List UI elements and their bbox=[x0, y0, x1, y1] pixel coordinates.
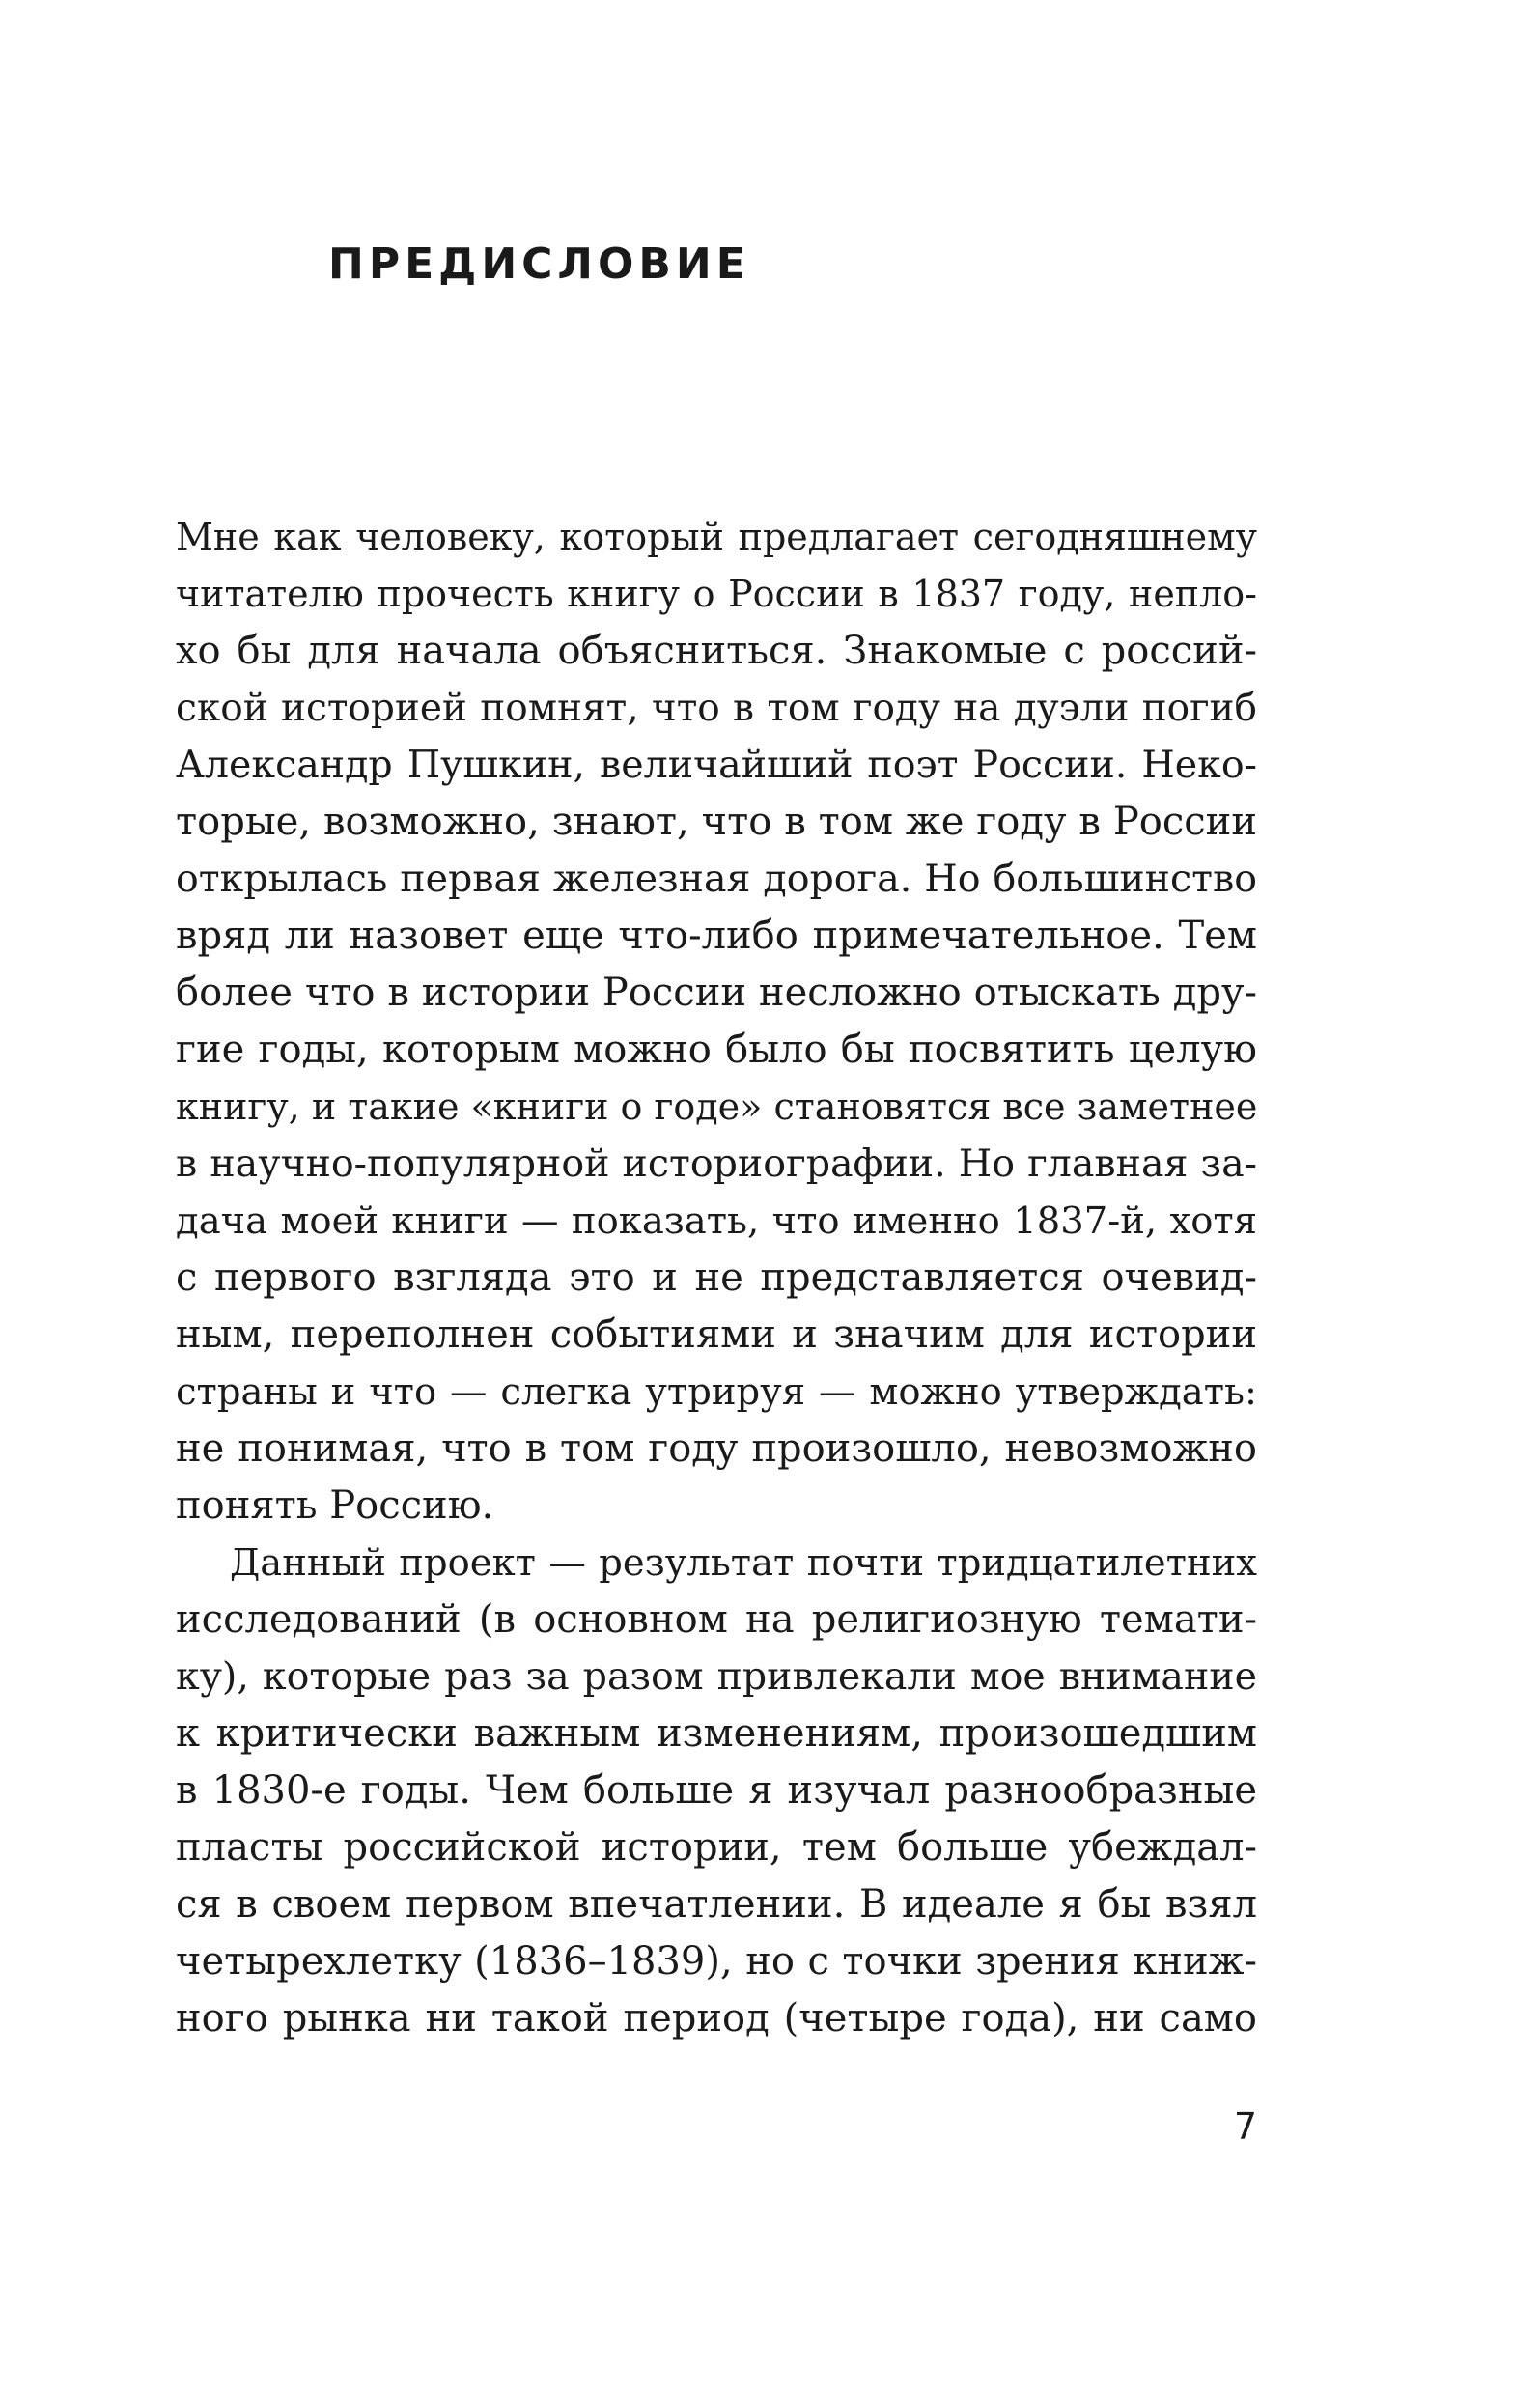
text-line: с первого взгляда это и не представляется очевид- bbox=[176, 1255, 1257, 1300]
text-line: открылась первая железная дорога. Но большинство bbox=[176, 857, 1257, 901]
text-line: к критически важным изменениям, произошедшим bbox=[176, 1711, 1257, 1756]
text-line: исследований (в основном на религиозную темати- bbox=[176, 1597, 1257, 1642]
text-line: книгу, и такие «книги о годе» становятся все заметнее bbox=[176, 1085, 1258, 1128]
page-number: 7 bbox=[1233, 2105, 1257, 2148]
text-line: дача моей книги — показать, что именно 1837-й, хотя bbox=[176, 1199, 1257, 1243]
body-text bbox=[176, 509, 1257, 2047]
text-line: читателю прочесть книгу о России в 1837 году, непло- bbox=[176, 573, 1257, 615]
text-line: ся в своем первом впечатлении. В идеале я бы взял bbox=[176, 1882, 1257, 1927]
text-line: ным, переполнен событиями и значим для истории bbox=[176, 1312, 1257, 1357]
text-line: страны и что — слегка утрируя — можно утверждать: bbox=[176, 1370, 1257, 1414]
text-line: Данный проект — результат почти тридцатилетних bbox=[230, 1541, 1257, 1585]
text-line: понять Россию. bbox=[176, 1483, 494, 1528]
text-line: более что в истории России несложно отыскать дру- bbox=[176, 971, 1257, 1015]
text-line: гие годы, которым можно было бы посвятить целую bbox=[176, 1028, 1257, 1072]
paragraph-1 bbox=[176, 509, 1257, 1535]
text-line: ской историей помнят, что в том году на дуэли погиб bbox=[176, 687, 1257, 730]
text-line: торые, возможно, знают, что в том же году в России bbox=[176, 800, 1257, 844]
text-line: в 1830-е годы. Чем больше я изучал разнообразные bbox=[176, 1768, 1257, 1813]
text-line: пласты российской истории, тем больше убеждал- bbox=[176, 1825, 1257, 1870]
text-line: Мне как человеку, который предлагает сегодняшнему bbox=[176, 516, 1257, 558]
text-line: четырехлетку (1836–1839), но с точки зрения книж- bbox=[176, 1939, 1257, 1984]
text-line: не понимая, что в том году произошло, невозможно bbox=[176, 1426, 1257, 1471]
text-line: Александр Пушкин, величайший поэт России. Неко- bbox=[176, 743, 1257, 787]
text-line: ного рынка ни такой период (четыре года), ни само bbox=[176, 1996, 1257, 2041]
text-line: ку), которые раз за разом привлекали мое внимание bbox=[176, 1654, 1257, 1699]
chapter-title: ПРЕДИСЛОВИЕ bbox=[328, 240, 750, 289]
text-line: хо бы для начала объясниться. Знакомые с россий- bbox=[176, 629, 1257, 673]
text-line: вряд ли назовет еще что-либо примечательное. Тем bbox=[176, 914, 1257, 958]
paragraph-2 bbox=[176, 1535, 1257, 2047]
text-line: в научно-популярной историографии. Но главная за- bbox=[176, 1142, 1257, 1186]
